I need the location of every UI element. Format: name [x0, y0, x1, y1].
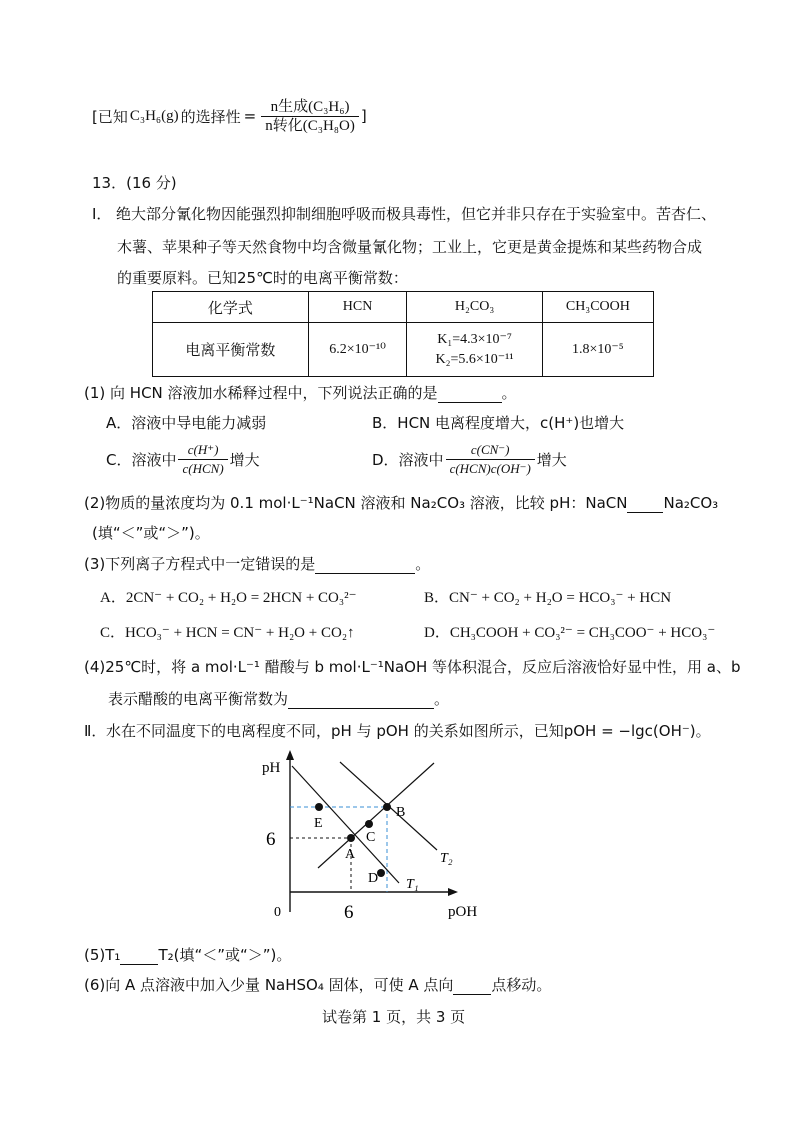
point-a [347, 834, 355, 842]
table-header-cell: 化学式 [153, 292, 309, 323]
part1-line2: 木薯、苹果种子等天然食物中均含微量氰化物；工业上，它更是黄金提炼和某些药物合成 [117, 238, 703, 256]
q2-line1 [84, 492, 718, 513]
q6-line [84, 974, 551, 995]
q2-line1-post: Na₂CO₃ [663, 494, 719, 512]
intro-selectivity [92, 91, 367, 141]
table-row-label: 电离平衡常数 [153, 323, 309, 377]
q3-stem-end: 。 [415, 555, 431, 573]
q2-answer-blank[interactable] [627, 496, 663, 513]
point-label: E [314, 816, 323, 831]
table-cell-k1: K₁=4.3×10⁻⁷ [437, 331, 512, 347]
curve-t1-label: T₁ [406, 877, 419, 892]
intro-equals: = [243, 107, 257, 125]
q4-line1: (4)25℃时，将 a mol·L⁻¹ 醋酸与 b mol·L⁻¹NaOH 等体积混合，反应后溶液恰好显中性，用 a、b [84, 658, 741, 676]
intro-species: C₃H₆(g) [129, 107, 179, 124]
intro-bracket-open: [已知 [92, 107, 128, 126]
point-label: C [366, 830, 376, 845]
q4-answer-blank[interactable] [288, 692, 434, 709]
part2-body: 水在不同温度下的电离程度不同，pH 与 pOH 的关系如图所示，已知pOH = −lgc(OH⁻)。 [106, 722, 711, 740]
q4-line2-end: 。 [434, 690, 450, 708]
q4-line2-text: 表示醋酸的电离平衡常数为 [108, 690, 289, 708]
curve-t2 [318, 763, 434, 868]
q1-answer-blank[interactable] [438, 386, 502, 403]
x-axis-label: pOH [448, 904, 478, 920]
part1-text1: 绝大部分氰化物因能强烈抑制细胞呼吸而极具毒性，但它并非只存在于实验室中。苦杏仁、 [116, 205, 717, 223]
q3-option-d: D．CH₃COOH + CO₃²⁻ = CH₃COO⁻ + HCO₃⁻ [424, 625, 716, 641]
q1-option-d-den: c(HCN)c(OH⁻) [449, 460, 531, 476]
point-b [383, 803, 391, 811]
q3-answer-blank[interactable] [315, 557, 415, 574]
intro-bracket-close: ] [360, 107, 367, 125]
q2-line2: (填“＜”或“＞”)。 [92, 524, 210, 542]
q3-option-b: B．CN⁻ + CO₂ + H₂O = HCO₃⁻ + HCN [424, 590, 672, 606]
point-label: A [345, 847, 356, 862]
table-cell-hcn: 6.2×10⁻¹⁰ [308, 323, 407, 377]
q1-option-c-fraction [178, 441, 227, 478]
x-axis-arrow [448, 888, 458, 896]
intro-middle: 的选择性 [180, 107, 241, 126]
q6-answer-blank[interactable] [453, 978, 491, 995]
intro-fraction-num: n生成(C₃H₆) [261, 98, 359, 117]
curve-t2-label: T₂ [440, 851, 453, 866]
point-label: B [396, 805, 406, 820]
q5-pre: (5)T₁ [84, 946, 121, 964]
q4-line2 [108, 688, 449, 709]
q1-option-c-post: 增大 [229, 450, 260, 469]
q6-pre: (6)向 A 点溶液中加入少量 NaHSO₄ 固体，可使 A 点向 [84, 976, 454, 994]
q1-option-c [106, 438, 260, 480]
question-header: 13．(16 分) [92, 174, 177, 192]
ph-poh-graph [262, 750, 478, 923]
q1-option-d-num: c(CN⁻) [446, 441, 535, 460]
q5-post: T₂(填“＜”或“＞”)。 [158, 946, 292, 964]
q1-option-d-pre: D．溶液中 [372, 450, 444, 469]
intro-fraction-den: n转化(C₃H₈O) [265, 117, 355, 134]
table-cell-h2co3 [407, 323, 542, 377]
y-axis-arrow [286, 750, 294, 760]
q1-option-c-den: c(HCN) [182, 460, 224, 476]
q1-option-c-pre: C．溶液中 [106, 450, 177, 469]
q3-option-a: A．2CN⁻ + CO₂ + H₂O = 2HCN + CO₃²⁻ [100, 590, 357, 606]
tick-x-label: 6 [344, 902, 354, 923]
q1-option-c-num: c(H⁺) [178, 441, 227, 460]
tick-y-label: 6 [266, 829, 276, 850]
q3-stem [84, 553, 430, 574]
q3-option-c: C．HCO₃⁻ + HCN = CN⁻ + H₂O + CO₂↑ [100, 625, 355, 641]
curve-t1 [292, 766, 399, 883]
point-c [365, 820, 373, 828]
q1-option-d [372, 438, 567, 480]
q1-option-a: A．溶液中导电能力减弱 [106, 414, 267, 432]
table-header-cell: H₂CO₃ [407, 292, 542, 323]
part1-line1 [92, 203, 716, 224]
part1-line3: 的重要原料。已知25℃时的电离平衡常数： [117, 269, 408, 287]
q1-stem-end: 。 [501, 384, 517, 402]
q1-option-d-fraction [446, 441, 535, 478]
ionization-constants-table [152, 291, 654, 377]
table-header-row [153, 292, 654, 323]
table-cell-k2: K₂=5.6×10⁻¹¹ [435, 351, 514, 367]
table-header-cell: HCN [308, 292, 407, 323]
table-cell-ch3cooh: 1.8×10⁻⁵ [542, 323, 653, 377]
q5-line [84, 944, 291, 965]
part1-label: Ⅰ． [92, 205, 112, 223]
q5-answer-blank[interactable] [120, 948, 158, 965]
q6-post: 点移动。 [491, 976, 552, 994]
point-label: D [368, 871, 379, 886]
point-e [315, 803, 323, 811]
origin-label: 0 [274, 905, 281, 920]
point-d [377, 869, 385, 877]
q3-stem-text: (3)下列离子方程式中一定错误的是 [84, 555, 316, 573]
y-axis-label: pH [262, 760, 281, 776]
intro-fraction [261, 98, 359, 135]
q1-option-d-post: 增大 [536, 450, 567, 469]
q1-stem [84, 382, 517, 403]
table-row [153, 323, 654, 377]
q1-option-b: B．HCN 电离程度增大，c(H⁺)也增大 [372, 414, 625, 432]
q2-line1-pre: (2)物质的量浓度均为 0.1 mol·L⁻¹NaCN 溶液和 Na₂CO₃ 溶液，比较 pH：NaCN [84, 494, 628, 512]
table-header-cell: CH₃COOH [542, 292, 653, 323]
part2-text [84, 720, 711, 741]
part2-label: Ⅱ． [84, 722, 107, 740]
page-footer: 试卷第 1 页，共 3 页 [322, 1008, 466, 1026]
q1-stem-text: (1) 向 HCN 溶液加水稀释过程中，下列说法正确的是 [84, 384, 438, 402]
